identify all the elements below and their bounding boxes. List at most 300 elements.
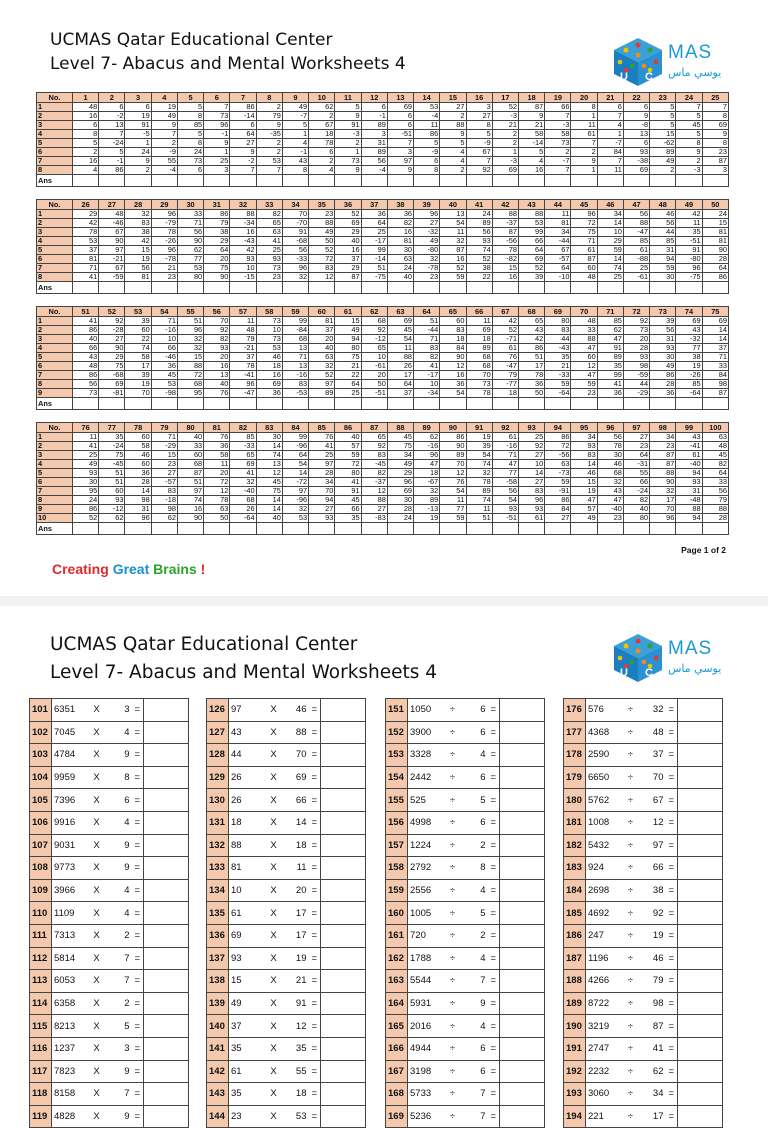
operand-a: 5544	[408, 970, 444, 993]
answer-cell[interactable]	[99, 175, 125, 187]
answer-cell[interactable]	[144, 924, 189, 947]
answer-cell[interactable]	[545, 523, 571, 535]
answer-cell[interactable]	[466, 175, 492, 187]
operation-row	[386, 766, 545, 789]
answer-cell[interactable]	[678, 721, 723, 744]
answer-cell[interactable]	[650, 523, 676, 535]
grid-cell: 47	[492, 460, 518, 469]
problem-number: 139	[207, 992, 229, 1015]
answer-cell[interactable]	[73, 523, 99, 535]
grid-cell: 81	[702, 237, 728, 246]
answer-cell[interactable]	[282, 282, 308, 294]
answer-cell[interactable]	[321, 699, 366, 722]
answer-cell[interactable]	[144, 1083, 189, 1106]
answer-cell[interactable]	[309, 523, 335, 535]
answer-cell[interactable]	[361, 282, 387, 294]
answer-cell[interactable]	[321, 834, 366, 857]
answer-cell[interactable]	[321, 857, 366, 880]
answer-cell[interactable]	[144, 879, 189, 902]
answer-cell[interactable]	[500, 857, 545, 880]
answer-cell[interactable]	[650, 282, 676, 294]
answer-cell[interactable]	[414, 175, 440, 187]
answer-cell[interactable]	[73, 282, 99, 294]
grid-cell: -79	[151, 219, 177, 228]
grid-cell: 5	[650, 112, 676, 121]
answer-cell[interactable]	[387, 282, 413, 294]
grid-cell: 23	[414, 273, 440, 282]
answer-cell[interactable]	[623, 175, 649, 187]
answer-cell[interactable]	[571, 282, 597, 294]
answer-cell[interactable]	[500, 1037, 545, 1060]
equals-sign: =	[132, 1105, 144, 1128]
answer-cell[interactable]	[492, 398, 518, 410]
answer-cell[interactable]	[500, 970, 545, 993]
answer-cell[interactable]	[177, 282, 203, 294]
answer-cell[interactable]	[321, 1015, 366, 1038]
answer-cell[interactable]	[500, 879, 545, 902]
answer-cell[interactable]	[321, 721, 366, 744]
answer-cell[interactable]	[702, 398, 728, 410]
answer-cell[interactable]	[321, 970, 366, 993]
answer-cell[interactable]	[144, 902, 189, 925]
answer-label: Ans	[37, 282, 73, 294]
answer-cell[interactable]	[125, 282, 151, 294]
row-index: 3	[37, 121, 73, 130]
answer-cell[interactable]	[500, 1060, 545, 1083]
answer-cell[interactable]	[256, 175, 282, 187]
answer-cell[interactable]	[678, 744, 723, 767]
problem-number: 89	[414, 423, 440, 433]
answer-cell[interactable]	[678, 857, 723, 880]
answer-cell[interactable]	[676, 398, 702, 410]
grid-cell: 2	[309, 157, 335, 166]
answer-cell[interactable]	[597, 175, 623, 187]
grid-cell: 81	[545, 219, 571, 228]
problem-number: 168	[386, 1083, 408, 1106]
grid-cell: -64	[230, 514, 256, 523]
answer-cell[interactable]	[500, 744, 545, 767]
problem-number: 136	[207, 924, 229, 947]
grid-cell: 64	[230, 130, 256, 139]
grid-cell: 56	[73, 380, 99, 389]
answer-cell[interactable]	[230, 398, 256, 410]
grid-cell: -51	[492, 514, 518, 523]
problem-number: 83	[256, 423, 282, 433]
answer-cell[interactable]	[571, 523, 597, 535]
answer-cell[interactable]	[144, 970, 189, 993]
grid-cell: 4	[597, 121, 623, 130]
grid-cell: 87	[335, 273, 361, 282]
answer-cell[interactable]	[466, 523, 492, 535]
answer-cell[interactable]	[678, 902, 723, 925]
answer-cell[interactable]	[204, 282, 230, 294]
answer-cell[interactable]	[678, 789, 723, 812]
answer-cell[interactable]	[177, 398, 203, 410]
operand-b: 32	[640, 699, 666, 722]
answer-cell[interactable]	[492, 282, 518, 294]
grid-cell: 73	[335, 157, 361, 166]
grid-cell: 5	[177, 103, 203, 112]
answer-cell[interactable]	[335, 398, 361, 410]
grid-cell: 23	[650, 442, 676, 451]
answer-cell[interactable]	[144, 834, 189, 857]
operand-b: 2	[106, 992, 132, 1015]
answer-cell[interactable]	[387, 523, 413, 535]
answer-cell[interactable]	[678, 1083, 723, 1106]
answer-cell[interactable]	[256, 523, 282, 535]
grid-cell: 60	[571, 353, 597, 362]
grid-cell: 19	[466, 433, 492, 442]
grid-cell: 99	[361, 246, 387, 255]
answer-cell[interactable]	[144, 1015, 189, 1038]
answer-cell[interactable]	[335, 282, 361, 294]
answer-cell[interactable]	[500, 721, 545, 744]
answer-cell[interactable]	[518, 282, 544, 294]
grid-cell: 59	[571, 380, 597, 389]
answer-cell[interactable]	[500, 834, 545, 857]
answer-cell[interactable]	[144, 699, 189, 722]
answer-cell[interactable]	[678, 1105, 723, 1128]
answer-cell[interactable]	[678, 947, 723, 970]
grid-cell: 14	[282, 469, 308, 478]
answer-cell[interactable]	[144, 789, 189, 812]
grid-cell: 79	[492, 371, 518, 380]
grid-cell: 93	[230, 255, 256, 264]
grid-cell: 15	[492, 264, 518, 273]
answer-cell[interactable]	[500, 947, 545, 970]
answer-cell[interactable]	[676, 523, 702, 535]
answer-cell[interactable]	[361, 175, 387, 187]
answer-cell[interactable]	[678, 834, 723, 857]
answer-cell[interactable]	[144, 744, 189, 767]
grid-cell: 71	[177, 219, 203, 228]
answer-cell[interactable]	[204, 523, 230, 535]
answer-cell[interactable]	[500, 1105, 545, 1128]
grid-cell: 65	[518, 317, 544, 326]
grid-cell: 25	[256, 246, 282, 255]
answer-cell[interactable]	[678, 992, 723, 1015]
problem-number: 67	[492, 307, 518, 317]
answer-cell[interactable]	[650, 175, 676, 187]
answer-cell[interactable]	[73, 398, 99, 410]
answer-cell[interactable]	[678, 766, 723, 789]
operation-row	[564, 1037, 723, 1060]
answer-cell[interactable]	[702, 282, 728, 294]
answer-cell[interactable]	[500, 699, 545, 722]
row-index: 3	[37, 228, 73, 237]
grid-cell: 30	[597, 451, 623, 460]
grid-cell: -24	[99, 442, 125, 451]
operand-b: 4	[106, 811, 132, 834]
grid-cell: 62	[177, 246, 203, 255]
operand-a: 5733	[408, 1083, 444, 1106]
answer-cell[interactable]	[144, 721, 189, 744]
operation-row	[207, 902, 366, 925]
equals-sign: =	[488, 1037, 500, 1060]
answer-cell[interactable]	[500, 766, 545, 789]
answer-cell[interactable]	[144, 1105, 189, 1128]
answer-cell[interactable]	[545, 282, 571, 294]
grid-cell: -62	[650, 139, 676, 148]
answer-cell[interactable]	[125, 523, 151, 535]
operand-b: 87	[640, 1015, 666, 1038]
answer-cell[interactable]	[676, 282, 702, 294]
answer-cell[interactable]	[597, 282, 623, 294]
answer-cell[interactable]	[387, 398, 413, 410]
answer-cell[interactable]	[73, 175, 99, 187]
problem-number: 111	[30, 924, 52, 947]
answer-cell[interactable]	[204, 175, 230, 187]
grid-cell: -44	[545, 237, 571, 246]
answer-cell[interactable]	[256, 282, 282, 294]
answer-cell[interactable]	[321, 766, 366, 789]
operand-a: 1109	[52, 902, 88, 925]
operand-b: 48	[640, 721, 666, 744]
answer-cell[interactable]	[321, 1105, 366, 1128]
problem-number: 177	[564, 721, 586, 744]
answer-cell[interactable]	[571, 398, 597, 410]
answer-cell[interactable]	[440, 398, 466, 410]
answer-cell[interactable]	[571, 175, 597, 187]
answer-cell[interactable]	[500, 1015, 545, 1038]
operand-a: 1224	[408, 834, 444, 857]
answer-cell[interactable]	[500, 992, 545, 1015]
answer-cell[interactable]	[321, 924, 366, 947]
equals-sign: =	[309, 699, 321, 722]
answer-cell[interactable]	[678, 811, 723, 834]
answer-cell[interactable]	[361, 523, 387, 535]
answer-cell[interactable]	[321, 992, 366, 1015]
answer-cell[interactable]	[500, 1083, 545, 1106]
grid-cell: 86	[204, 210, 230, 219]
answer-cell[interactable]	[256, 398, 282, 410]
grid-cell: 19	[676, 362, 702, 371]
grid-cell: 2	[309, 112, 335, 121]
answer-cell[interactable]	[492, 175, 518, 187]
operator-sign: ÷	[622, 924, 640, 947]
grid-cell: 16	[177, 505, 203, 514]
answer-cell[interactable]	[204, 398, 230, 410]
grid-cell: 22	[335, 371, 361, 380]
operation-row	[207, 1037, 366, 1060]
grid-cell: 59	[545, 380, 571, 389]
answer-cell[interactable]	[678, 1015, 723, 1038]
grid-cell: 10	[256, 326, 282, 335]
grid-cell: -26	[151, 237, 177, 246]
grid-cell: 9	[518, 112, 544, 121]
answer-cell[interactable]	[151, 175, 177, 187]
answer-cell[interactable]	[144, 947, 189, 970]
answer-cell[interactable]	[151, 523, 177, 535]
grid-cell: 22	[466, 273, 492, 282]
answer-cell[interactable]	[144, 766, 189, 789]
answer-cell[interactable]	[321, 811, 366, 834]
answer-cell[interactable]	[500, 789, 545, 812]
answer-cell[interactable]	[387, 175, 413, 187]
answer-cell[interactable]	[466, 398, 492, 410]
answer-cell[interactable]	[500, 811, 545, 834]
grid-header-row	[37, 423, 729, 433]
grid-cell: 54	[282, 460, 308, 469]
answer-cell[interactable]	[144, 811, 189, 834]
grid-cell: 69	[387, 103, 413, 112]
operator-sign: X	[88, 947, 106, 970]
answer-cell[interactable]	[414, 398, 440, 410]
answer-cell[interactable]	[321, 789, 366, 812]
operator-sign: ÷	[444, 1015, 462, 1038]
grid-cell: 16	[230, 228, 256, 237]
grid-cell: -4	[414, 112, 440, 121]
answer-cell[interactable]	[230, 523, 256, 535]
answer-cell[interactable]	[414, 523, 440, 535]
grid-cell: 88	[676, 505, 702, 514]
answer-cell[interactable]	[99, 523, 125, 535]
grid-cell: 73	[545, 139, 571, 148]
grid-cell: 91	[335, 487, 361, 496]
answer-cell[interactable]	[702, 175, 728, 187]
grid-cell: 26	[387, 362, 413, 371]
answer-cell[interactable]	[321, 744, 366, 767]
answer-cell[interactable]	[321, 879, 366, 902]
answer-cell[interactable]	[676, 175, 702, 187]
answer-cell[interactable]	[321, 902, 366, 925]
problem-number: 12	[361, 93, 387, 103]
grid-cell: 86	[99, 166, 125, 175]
answer-cell[interactable]	[678, 879, 723, 902]
answer-cell[interactable]	[440, 282, 466, 294]
answer-cell[interactable]	[650, 398, 676, 410]
answer-cell[interactable]	[500, 902, 545, 925]
grid-cell: 30	[387, 496, 413, 505]
answer-cell[interactable]	[309, 175, 335, 187]
answer-cell[interactable]	[702, 523, 728, 535]
grid-cell: -4	[361, 166, 387, 175]
answer-cell[interactable]	[177, 523, 203, 535]
answer-cell[interactable]	[321, 1060, 366, 1083]
answer-cell[interactable]	[678, 699, 723, 722]
answer-cell[interactable]	[440, 175, 466, 187]
answer-cell[interactable]	[144, 1060, 189, 1083]
answer-cell[interactable]	[492, 523, 518, 535]
answer-cell[interactable]	[335, 175, 361, 187]
answer-cell[interactable]	[144, 1037, 189, 1060]
equals-sign: =	[488, 857, 500, 880]
answer-cell[interactable]	[321, 1083, 366, 1106]
grid-cell: 40	[177, 433, 203, 442]
grid-cell: 75	[335, 353, 361, 362]
answer-cell[interactable]	[623, 523, 649, 535]
problem-number: 58	[256, 307, 282, 317]
answer-cell[interactable]	[99, 282, 125, 294]
grid-cell: 66	[73, 344, 99, 353]
grid-cell: 11	[73, 433, 99, 442]
grid-cell: 49	[309, 228, 335, 237]
grid-cell: 81	[309, 317, 335, 326]
answer-cell[interactable]	[440, 523, 466, 535]
grid-cell: 45	[151, 371, 177, 380]
row-index: 1	[37, 103, 73, 112]
answer-cell[interactable]	[678, 1037, 723, 1060]
answer-cell[interactable]	[623, 398, 649, 410]
answer-cell[interactable]	[518, 175, 544, 187]
answer-cell[interactable]	[144, 992, 189, 1015]
answer-cell[interactable]	[309, 398, 335, 410]
answer-cell[interactable]	[500, 924, 545, 947]
operator-sign: ÷	[444, 834, 462, 857]
grid-cell: 27	[361, 505, 387, 514]
answer-cell[interactable]	[309, 282, 335, 294]
grid-cell: 42	[230, 246, 256, 255]
answer-cell[interactable]	[321, 1037, 366, 1060]
slogan-word-2: Great	[112, 561, 150, 577]
problem-number: 178	[564, 744, 586, 767]
problem-number: 71	[597, 307, 623, 317]
operator-sign: X	[265, 811, 283, 834]
answer-cell[interactable]	[597, 398, 623, 410]
problem-number: 105	[30, 789, 52, 812]
answer-cell[interactable]	[678, 1060, 723, 1083]
answer-cell[interactable]	[518, 523, 544, 535]
problem-number: 169	[386, 1105, 408, 1128]
answer-cell[interactable]	[282, 523, 308, 535]
grid-cell: 34	[309, 478, 335, 487]
answer-cell[interactable]	[545, 175, 571, 187]
problem-number: 163	[386, 970, 408, 993]
grid-cell: -16	[414, 442, 440, 451]
answer-cell[interactable]	[597, 523, 623, 535]
operator-sign: ÷	[444, 970, 462, 993]
problem-number: 4	[151, 93, 177, 103]
operation-row	[564, 924, 723, 947]
answer-cell[interactable]	[144, 857, 189, 880]
answer-cell[interactable]	[361, 398, 387, 410]
grid-cell: 52	[73, 514, 99, 523]
operand-b: 12	[640, 811, 666, 834]
grid-cell: 14	[702, 326, 728, 335]
answer-cell[interactable]	[414, 282, 440, 294]
answer-cell[interactable]	[230, 282, 256, 294]
answer-cell[interactable]	[230, 175, 256, 187]
operation-row	[30, 992, 189, 1015]
answer-cell[interactable]	[151, 398, 177, 410]
answer-cell[interactable]	[177, 175, 203, 187]
grid-cell: 9	[204, 139, 230, 148]
grid-cell: 38	[466, 264, 492, 273]
answer-cell[interactable]	[321, 947, 366, 970]
grid-cell: -68	[99, 371, 125, 380]
answer-cell[interactable]	[282, 398, 308, 410]
answer-cell[interactable]	[99, 398, 125, 410]
answer-cell[interactable]	[125, 398, 151, 410]
answer-cell[interactable]	[466, 282, 492, 294]
answer-cell[interactable]	[151, 282, 177, 294]
answer-cell[interactable]	[678, 924, 723, 947]
grid-cell: 25	[518, 433, 544, 442]
problem-number: 9	[282, 93, 308, 103]
answer-cell[interactable]	[623, 282, 649, 294]
answer-cell[interactable]	[335, 523, 361, 535]
problem-number: 110	[30, 902, 52, 925]
answer-cell[interactable]	[125, 175, 151, 187]
grid-cell: 13	[623, 130, 649, 139]
operand-b: 7	[462, 1105, 488, 1128]
problem-number: 192	[564, 1060, 586, 1083]
problem-number: 114	[30, 992, 52, 1015]
answer-cell[interactable]	[545, 398, 571, 410]
answer-cell[interactable]	[282, 175, 308, 187]
answer-cell[interactable]	[518, 398, 544, 410]
answer-cell[interactable]	[678, 970, 723, 993]
